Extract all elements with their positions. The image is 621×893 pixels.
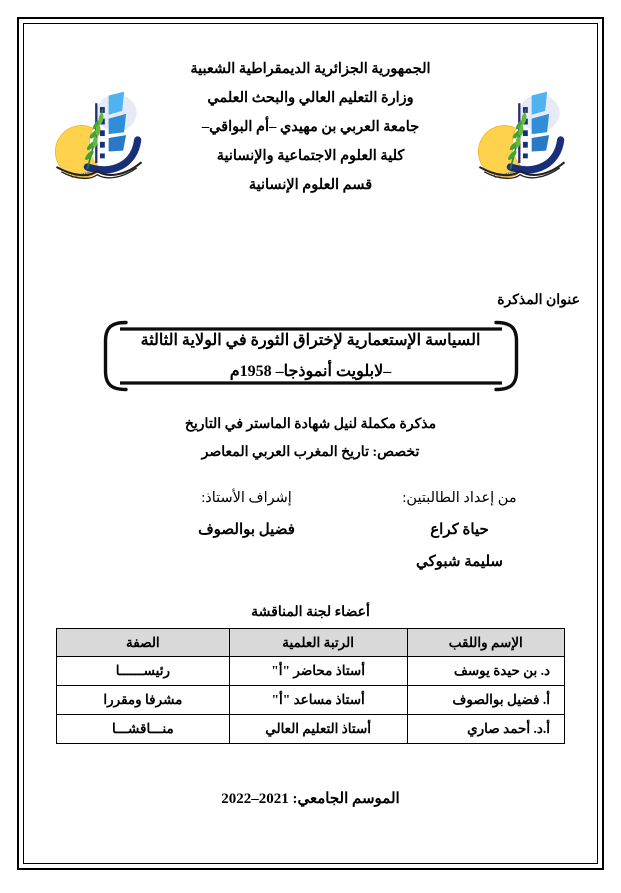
member-role: رئيســــــا bbox=[57, 657, 230, 686]
student-name: حياة كراع bbox=[430, 522, 489, 538]
students-column bbox=[357, 490, 562, 571]
member-role: مشرفا ومقررا bbox=[57, 686, 230, 715]
specialty-line: تخصص: تاريخ المغرب العربي المعاصر bbox=[201, 445, 420, 460]
member-rank: أستاذ محاضر "أ" bbox=[229, 657, 407, 686]
member-name: أ.د. أحمد صاري bbox=[407, 715, 564, 744]
students-label: من إعداد الطالبتين: bbox=[402, 490, 517, 506]
table-row bbox=[57, 715, 565, 744]
faculty-line: كلية العلوم الاجتماعية والإنسانية bbox=[216, 148, 405, 164]
table-row bbox=[57, 657, 565, 686]
student-name: سليمة شبوكي bbox=[415, 554, 503, 570]
supervisor-column bbox=[149, 490, 344, 571]
ministry-line: وزارة التعليم العالي والبحث العلمي bbox=[207, 90, 414, 106]
member-role: منـــاقشـــا bbox=[57, 715, 230, 744]
member-name: أ. فضيل بوالصوف bbox=[407, 686, 564, 715]
column-name: الإسم واللقب bbox=[407, 629, 564, 657]
supervisor-label: إشراف الأستاذ: bbox=[201, 490, 292, 506]
column-role: الصفة bbox=[57, 629, 230, 657]
university-logo-icon bbox=[41, 79, 157, 197]
header bbox=[41, 53, 580, 200]
supervisor-name: فضيل بوالصوف bbox=[198, 522, 295, 538]
university-logo-left bbox=[41, 79, 157, 197]
thesis-title bbox=[99, 318, 523, 387]
committee-header-row bbox=[57, 629, 565, 657]
member-rank: أستاذ مساعد "أ" bbox=[229, 686, 407, 715]
member-name: د. بن حيدة يوسف bbox=[407, 657, 564, 686]
university-line: جامعة العربي بن مهيدي –أم البواقي– bbox=[201, 119, 420, 135]
committee-heading: أعضاء لجنة المناقشة bbox=[251, 605, 370, 620]
institution-lines bbox=[157, 53, 464, 200]
degree-line: مذكرة مكملة لنيل شهادة الماستر في التاريخ bbox=[184, 417, 437, 432]
degree-section bbox=[41, 411, 580, 467]
republic-line: الجمهورية الجزائرية الديمقراطية الشعبية bbox=[190, 61, 431, 77]
thesis-title-line1: السياسة الإستعمارية لإختراق الثورة في الولاية الثالثة bbox=[140, 332, 481, 349]
thesis-title-line2: –لابلويت أنموذجا– 1958م bbox=[229, 363, 392, 380]
memo-title-label: عنوان المذكرة bbox=[497, 293, 580, 308]
committee-table bbox=[56, 628, 565, 744]
academic-season: الموسم الجامعي: 2021–2022 bbox=[221, 791, 400, 807]
department-line: قسم العلوم الإنسانية bbox=[248, 177, 373, 193]
byline-section bbox=[41, 490, 580, 571]
table-row bbox=[57, 686, 565, 715]
column-rank: الرتبة العلمية bbox=[229, 629, 407, 657]
thesis-title-box bbox=[99, 318, 523, 394]
member-rank: أستاذ التعليم العالي bbox=[229, 715, 407, 744]
page-content bbox=[29, 27, 592, 861]
university-logo-right bbox=[464, 79, 580, 197]
university-logo-icon bbox=[464, 79, 580, 197]
